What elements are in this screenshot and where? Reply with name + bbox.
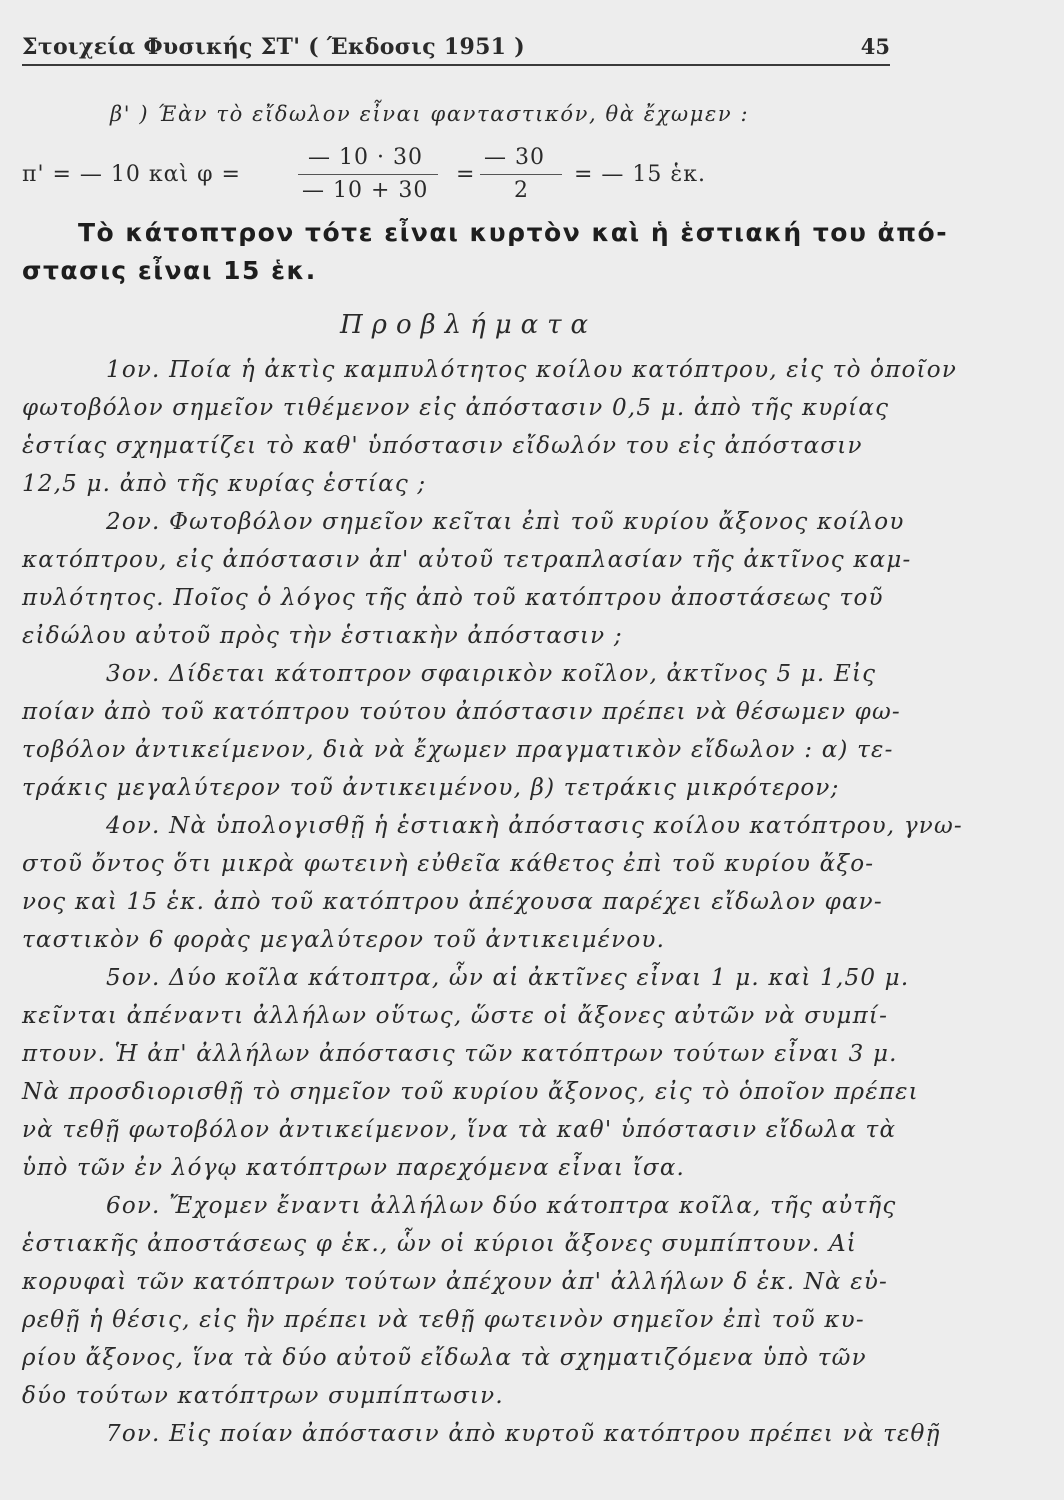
problem-line: Νὰ προσδιορισθῇ τὸ σημεῖον τοῦ κυρίου ἄξονος, εἰς τὸ ὁποῖον πρέπει — [22, 1079, 919, 1105]
conclusion-line-2: στασις εἶναι 15 ἑκ. — [22, 256, 317, 285]
problem-line: κεῖνται ἀπέναντι ἀλλήλων οὕτως, ὥστε οἱ ἄξονες αὐτῶν νὰ συμπί- — [22, 1003, 889, 1029]
page-number: 45 — [860, 34, 890, 59]
problem-line: ρίου ἄξονος, ἵνα τὰ δύο αὐτοῦ εἴδωλα τὰ σχηματιζόμενα ὑπὸ τῶν — [22, 1345, 867, 1371]
problem-line: κορυφαὶ τῶν κατόπτρων τούτων ἀπέχουν ἀπ' ἀλλήλων δ ἑκ. Νὰ εὑ- — [22, 1269, 888, 1295]
section-heading: Προβλήματα — [340, 310, 598, 340]
problem-line: νος καὶ 15 ἑκ. ἀπὸ τοῦ κατόπτρου ἀπέχουσα παρέχει εἴδωλον φαν- — [22, 889, 883, 915]
fraction1-numerator: — 10 · 30 — [308, 145, 423, 170]
problem-line: στοῦ ὄντος ὅτι μικρὰ φωτεινὴ εὐθεῖα κάθετος ἐπὶ τοῦ κυρίου ἄξο- — [22, 851, 875, 877]
problem-line: πυλότητος. Ποῖος ὁ λόγος τῆς ἀπὸ τοῦ κατόπτρου ἀποστάσεως τοῦ — [22, 585, 884, 611]
problem-line: ποίαν ἀπὸ τοῦ κατόπτρου τούτου ἀπόστασιν πρέπει νὰ θέσωμεν φω- — [22, 699, 901, 725]
problem-line: ἑστιακῆς ἀποστάσεως φ ἑκ., ὧν οἱ κύριοι ἄξονες συμπίπτουν. Αἱ — [22, 1231, 858, 1257]
fraction1-denominator: — 10 + 30 — [302, 178, 429, 203]
running-header — [22, 34, 890, 66]
problem-line: 5ον. Δύο κοῖλα κάτοπτρα, ὧν αἱ ἀκτῖνες εἶναι 1 μ. καὶ 1,50 μ. — [106, 965, 910, 991]
problem-line: 2ον. Φωτοβόλον σημεῖον κεῖται ἐπὶ τοῦ κυρίου ἄξονος κοίλου — [106, 509, 905, 535]
problem-line: 3ον. Δίδεται κάτοπτρον σφαιρικὸν κοῖλον, ἀκτῖνος 5 μ. Εἰς — [106, 661, 877, 687]
problem-line: ταστικὸν 6 φορὰς μεγαλύτερον τοῦ ἀντικειμένου. — [22, 927, 666, 953]
fraction2-numerator: — 30 — [484, 145, 545, 170]
problem-line: 12,5 μ. ἀπὸ τῆς κυρίας ἑστίας ; — [22, 471, 427, 497]
problem-line: νὰ τεθῇ φωτοβόλον ἀντικείμενον, ἵνα τὰ καθ' ὑπόστασιν εἴδωλα τὰ — [22, 1117, 897, 1143]
formula-lhs: π' = — 10 καὶ φ = — [22, 162, 241, 187]
problem-line: 1ον. Ποία ἡ ἀκτὶς καμπυλότητος κοίλου κατόπτρου, εἰς τὸ ὁποῖον — [106, 357, 957, 383]
fraction2-bar — [480, 174, 562, 175]
problem-line: τοβόλον ἀντικείμενον, διὰ νὰ ἔχωμεν πραγματικὸν εἴδωλον : α) τε- — [22, 737, 894, 763]
fraction1-bar — [298, 174, 438, 175]
problem-line: ὑπὸ τῶν ἐν λόγῳ κατόπτρων παρεχόμενα εἶναι ἴσα. — [22, 1155, 686, 1181]
problem-line: 6ον. Ἔχομεν ἔναντι ἀλλήλων δύο κάτοπτρα κοῖλα, τῆς αὐτῆς — [106, 1193, 897, 1219]
problem-line: φωτοβόλον σημεῖον τιθέμενον εἰς ἀπόστασιν 0,5 μ. ἀπὸ τῆς κυρίας — [22, 395, 890, 421]
problem-line: ρεθῇ ἡ θέσις, εἰς ἣν πρέπει νὰ τεθῇ φωτεινὸν σημεῖον ἐπὶ τοῦ κυ- — [22, 1307, 865, 1333]
intro-line: β' ) Έὰν τὸ εἴδωλον εἶναι φανταστικόν, θὰ ἔχωμεν : — [110, 102, 750, 126]
problem-line: ἑστίας σχηματίζει τὸ καθ' ὑπόστασιν εἴδωλόν του εἰς ἀπόστασιν — [22, 433, 863, 459]
problem-line: πτουν. Ἡ ἀπ' ἀλλήλων ἀπόστασις τῶν κατόπτρων τούτων εἶναι 3 μ. — [22, 1041, 898, 1067]
problem-line: 4ον. Νὰ ὑπολογισθῇ ἡ ἑστιακὴ ἀπόστασις κοίλου κατόπτρου, γνω- — [106, 813, 963, 839]
formula — [22, 145, 782, 205]
fraction2-denominator: 2 — [514, 178, 529, 203]
conclusion-line-1: Τὸ κάτοπτρον τότε εἶναι κυρτὸν καὶ ἡ ἑστιακή του ἀπό- — [78, 218, 949, 247]
problem-line: εἰδώλου αὐτοῦ πρὸς τὴν ἑστιακὴν ἀπόστασιν ; — [22, 623, 623, 649]
book-title: Στοιχεία Φυσικής ΣΤ' ( Έκδοσις 1951 ) — [22, 34, 525, 60]
formula-equals: = — [456, 162, 476, 187]
formula-result: = — 15 ἑκ. — [574, 162, 706, 187]
problem-line: κατόπτρου, εἰς ἀπόστασιν ἀπ' αὐτοῦ τετραπλασίαν τῆς ἀκτῖνος καμ- — [22, 547, 912, 573]
problem-line: 7ον. Εἰς ποίαν ἀπόστασιν ἀπὸ κυρτοῦ κατόπτρου πρέπει νὰ τεθῇ — [106, 1421, 941, 1447]
problem-line: δύο τούτων κατόπτρων συμπίπτωσιν. — [22, 1383, 504, 1409]
problem-line: τράκις μεγαλύτερον τοῦ ἀντικειμένου, β) τετράκις μικρότερον; — [22, 775, 840, 801]
